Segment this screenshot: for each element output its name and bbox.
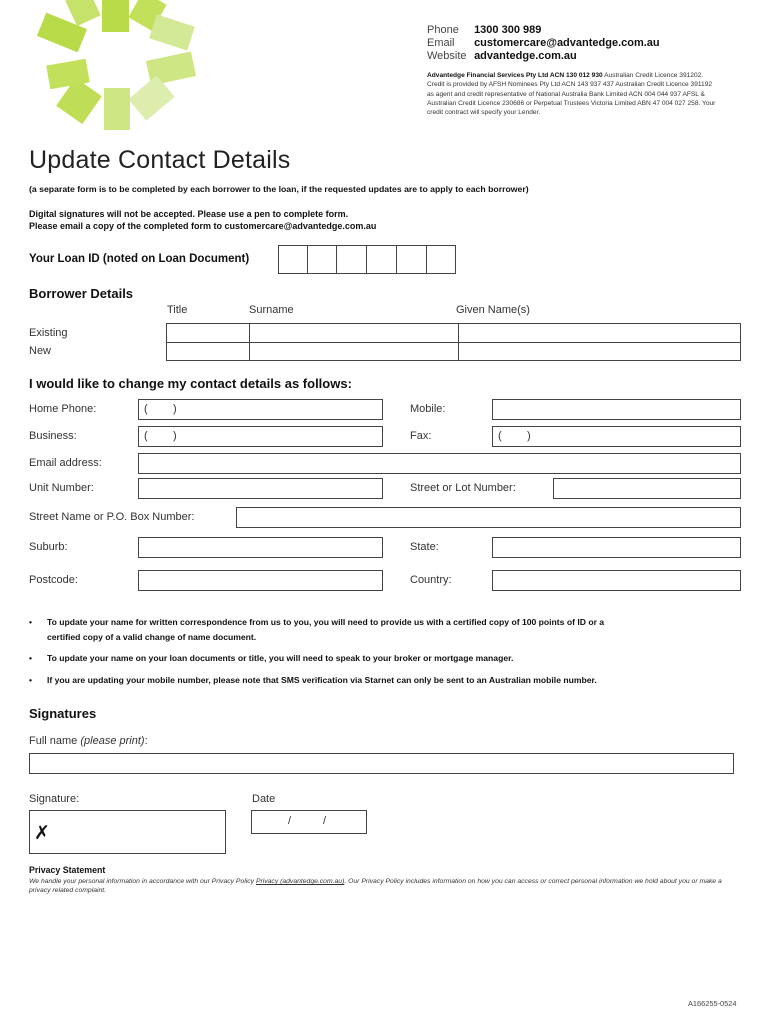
area-code-close: ) xyxy=(173,430,177,442)
privacy-statement xyxy=(29,878,744,895)
full-name-text: Full name xyxy=(29,735,78,747)
privacy-text: . Our Privacy Policy includes information on how you can access or correct personal information we hold about you or make a privacy related complaint. xyxy=(29,878,722,894)
website-row xyxy=(427,50,577,63)
mobile-label: Mobile: xyxy=(410,403,446,415)
area-code-open: ( xyxy=(144,430,148,442)
bullet-name-correspondence xyxy=(29,615,747,644)
existing-given-names-field[interactable] xyxy=(458,323,741,343)
new-given-names-field[interactable] xyxy=(458,342,741,361)
logo-ray xyxy=(104,88,130,130)
area-code-open: ( xyxy=(144,403,148,415)
full-name-label xyxy=(29,735,148,747)
advantedge-logo xyxy=(0,0,205,135)
email-note: Please email a copy of the completed form to customercare@advantedge.com.au xyxy=(29,221,377,231)
new-surname-field[interactable] xyxy=(249,342,459,361)
existing-surname-field[interactable] xyxy=(249,323,459,343)
bullet-dot: • xyxy=(29,617,33,627)
mobile-field[interactable] xyxy=(492,399,741,420)
email-value[interactable]: customercare@advantedge.com.au xyxy=(474,37,660,49)
suburb-label: Suburb: xyxy=(29,541,68,553)
street-name-label: Street Name or P.O. Box Number: xyxy=(29,511,195,523)
bullet-loan-documents xyxy=(29,651,747,666)
contact-heading: I would like to change my contact details as follows: xyxy=(29,376,352,391)
borrower-heading: Borrower Details xyxy=(29,286,134,301)
email-row xyxy=(427,37,660,50)
bullet-mobile-sms xyxy=(29,673,747,688)
bullet-text: To update your name for written correspondence from us to you, you will need to provide us with a certified copy of 100 points of ID or a xyxy=(47,617,605,627)
row-existing: Existing xyxy=(29,327,68,339)
unit-number-field[interactable] xyxy=(138,478,383,499)
full-name-colon: : xyxy=(144,735,148,747)
email-label: Email xyxy=(427,37,455,49)
phone-row xyxy=(427,24,541,37)
date-field[interactable] xyxy=(251,810,367,834)
date-label: Date xyxy=(252,793,276,805)
date-separator: / xyxy=(323,815,327,827)
street-lot-label: Street or Lot Number: xyxy=(410,482,516,494)
col-given-names: Given Name(s) xyxy=(456,304,530,316)
loan-id-digit[interactable] xyxy=(396,245,427,274)
phone-value: 1300 300 989 xyxy=(474,24,542,36)
loan-id-digit[interactable] xyxy=(336,245,367,274)
logo-ray xyxy=(128,75,174,120)
privacy-policy-link[interactable]: Privacy (advantedge.com.au) xyxy=(255,878,345,885)
existing-title-field[interactable] xyxy=(166,323,250,343)
signatures-heading: Signatures xyxy=(29,706,97,721)
bullet-text: If you are updating your mobile number, please note that SMS verification via Starnet can only be sent to an Australian mobile number. xyxy=(47,675,597,685)
phone-label: Phone xyxy=(427,24,459,36)
business-label: Business: xyxy=(29,430,77,442)
suburb-field[interactable] xyxy=(138,537,383,558)
signature-x-mark: ✗ xyxy=(34,822,50,844)
area-code-open: ( xyxy=(498,430,502,442)
email-address-field[interactable] xyxy=(138,453,741,474)
state-field[interactable] xyxy=(492,537,741,558)
signature-label: Signature: xyxy=(29,793,80,805)
privacy-heading: Privacy Statement xyxy=(29,865,106,875)
row-new: New xyxy=(29,345,52,357)
loan-id-digit[interactable] xyxy=(307,245,337,274)
privacy-text: We handle your personal information in accordance with our Privacy Policy xyxy=(29,878,256,885)
business-phone-field[interactable] xyxy=(138,426,383,447)
loan-id-digit[interactable] xyxy=(426,245,456,274)
bullet-dot: • xyxy=(29,653,33,663)
page-title: Update Contact Details xyxy=(29,146,291,174)
website-value[interactable]: advantedge.com.au xyxy=(474,50,577,62)
full-name-hint: (please print) xyxy=(80,735,145,747)
form-subtitle: (a separate form is to be completed by each borrower to the loan, if the requested updates are to apply to each borrower) xyxy=(29,184,529,194)
loan-id-label: Your Loan ID (noted on Loan Document) xyxy=(29,253,250,265)
disclaimer-text: Australian Credit Licence 391202. Credit is provided by AFSH Nominees Pty Ltd ACN 143 937 437 Australian Credit Licence 391192 as agent and credit representative of National Australia Bank Limited ACN 004 044 937 AFSL & Australian Credit Licence 230686 or Perpetual Trustees Victoria Limited ABN 47 004 027 258. Your credit contract will specify your Lender. xyxy=(427,72,716,117)
fax-label: Fax: xyxy=(410,430,432,442)
logo-ray xyxy=(102,0,129,32)
street-name-field[interactable] xyxy=(236,507,741,528)
signature-field[interactable] xyxy=(29,810,226,854)
col-title: Title xyxy=(167,304,188,316)
col-surname: Surname xyxy=(249,304,294,316)
street-lot-field[interactable] xyxy=(553,478,741,499)
date-separator: / xyxy=(288,815,292,827)
email-address-label: Email address: xyxy=(29,457,102,469)
bullet-dot: • xyxy=(29,675,33,685)
area-code-close: ) xyxy=(173,403,177,415)
logo-ray xyxy=(149,14,195,50)
bullet-text: certified copy of a valid change of name document. xyxy=(47,631,257,642)
area-code-close: ) xyxy=(527,430,531,442)
unit-number-label: Unit Number: xyxy=(29,482,94,494)
state-label: State: xyxy=(410,541,439,553)
postcode-label: Postcode: xyxy=(29,574,78,586)
home-phone-field[interactable] xyxy=(138,399,383,420)
fax-field[interactable] xyxy=(492,426,741,447)
loan-id-digit[interactable] xyxy=(366,245,397,274)
loan-id-digit[interactable] xyxy=(278,245,308,274)
new-title-field[interactable] xyxy=(166,342,250,361)
full-name-field[interactable] xyxy=(29,753,734,774)
website-label: Website xyxy=(427,50,467,62)
bullet-text: To update your name on your loan documents or title, you will need to speak to your broker or mortgage manager. xyxy=(47,653,514,663)
disclaimer-company: Advantedge Financial Services Pty Ltd ACN 130 012 930 xyxy=(427,72,603,79)
postcode-field[interactable] xyxy=(138,570,383,591)
country-field[interactable] xyxy=(492,570,741,591)
credit-disclaimer xyxy=(427,71,717,117)
form-code: A166255-0524 xyxy=(688,999,737,1008)
home-phone-label: Home Phone: xyxy=(29,403,97,415)
signature-note: Digital signatures will not be accepted. Please use a pen to complete form. xyxy=(29,209,349,219)
country-label: Country: xyxy=(410,574,452,586)
